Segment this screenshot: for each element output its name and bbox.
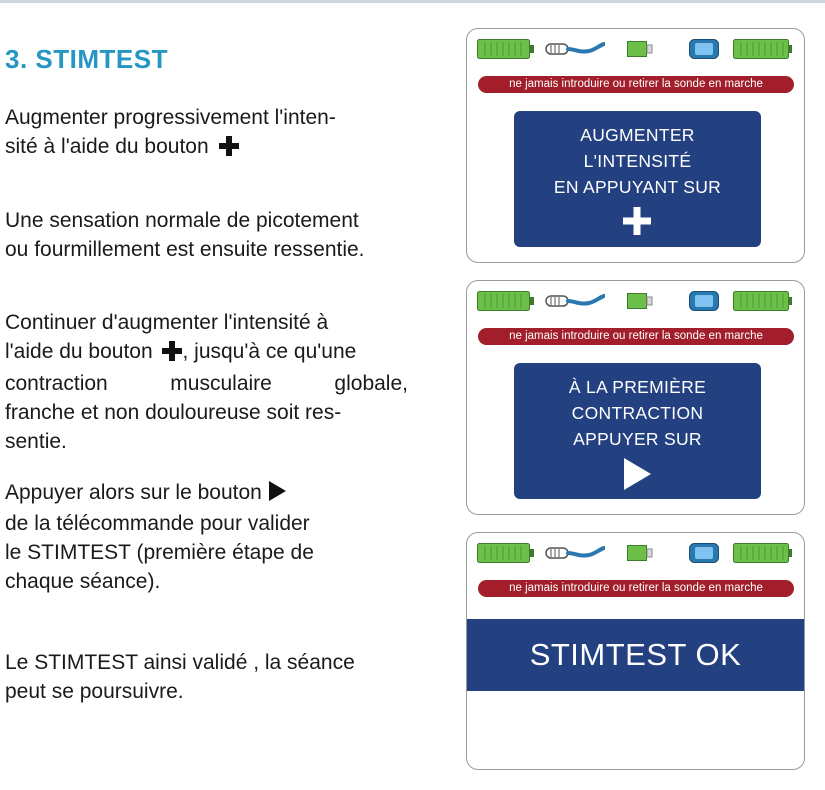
- plus-icon: [621, 205, 653, 237]
- warning-banner: ne jamais introduire ou retirer la sonde en marche: [478, 328, 794, 345]
- instruction-paragraph-2: [5, 206, 408, 264]
- instruction-paragraph-5: [5, 648, 408, 706]
- text-line: peut se poursuivre.: [5, 680, 184, 703]
- text-line: franche et non douloureuse soit res-: [5, 401, 342, 424]
- message-line: CONTRACTION: [571, 403, 704, 423]
- message-line: EN APPUYANT SUR: [553, 177, 722, 197]
- instruction-paragraph-3: [5, 308, 408, 456]
- text-line: , jusqu'à ce qu'une: [182, 340, 357, 363]
- text-line: contraction musculaire globale,: [5, 372, 408, 395]
- section-title: 3. STIMTEST: [5, 44, 168, 74]
- text-line: ou fourmillement est ensuite ressentie.: [5, 238, 365, 261]
- battery-icon: [477, 39, 535, 59]
- message-line: L'INTENSITÉ: [583, 151, 692, 171]
- stimtest-ok-banner: STIMTEST OK: [467, 619, 804, 691]
- status-icon-row: [467, 281, 804, 321]
- message-line: À LA PREMIÈRE: [568, 377, 707, 397]
- text-line: Augmenter progressivement l'inten-: [5, 106, 336, 129]
- play-icon: [621, 457, 653, 491]
- battery-icon: [733, 291, 793, 311]
- instruction-paragraph-4: [5, 478, 408, 596]
- probe-icon: [545, 41, 605, 57]
- battery-icon: [733, 543, 793, 563]
- text-line: Continuer d'augmenter l'intensité à: [5, 311, 329, 334]
- battery-icon: [477, 543, 535, 563]
- remote-icon: [689, 39, 719, 59]
- instruction-paragraph-1: [5, 103, 408, 164]
- probe-icon: [545, 545, 605, 561]
- text-line: de la télécommande pour valider: [5, 512, 310, 535]
- device-screen-step-3: [466, 532, 805, 770]
- signal-square-icon: [627, 41, 653, 57]
- status-icon-row: [467, 29, 804, 69]
- status-icon-row: [467, 533, 804, 573]
- top-border-line: [0, 0, 825, 3]
- remote-icon: [689, 543, 719, 563]
- signal-square-icon: [627, 293, 653, 309]
- text-line: sité à l'aide du bouton: [5, 135, 209, 158]
- text-line: Appuyer alors sur le bouton: [5, 481, 262, 504]
- remote-icon: [689, 291, 719, 311]
- plus-icon: [162, 340, 182, 369]
- text-line: chaque séance).: [5, 570, 161, 593]
- warning-banner: ne jamais introduire ou retirer la sonde en marche: [478, 580, 794, 597]
- text-line: le STIMTEST (première étape de: [5, 541, 314, 564]
- message-line: AUGMENTER: [580, 125, 695, 145]
- text-line: Le STIMTEST ainsi validé , la séance: [5, 651, 355, 674]
- text-line: l'aide du bouton: [5, 340, 153, 363]
- battery-icon: [733, 39, 793, 59]
- plus-icon: [219, 135, 239, 164]
- instruction-message-box: [514, 111, 761, 247]
- message-line: APPUYER SUR: [573, 429, 702, 449]
- probe-icon: [545, 293, 605, 309]
- text-line: sentie.: [5, 430, 67, 453]
- play-icon: [268, 480, 286, 509]
- device-screen-step-1: [466, 28, 805, 263]
- warning-banner: ne jamais introduire ou retirer la sonde en marche: [478, 76, 794, 93]
- text-line: Une sensation normale de picotement: [5, 209, 359, 232]
- battery-icon: [477, 291, 535, 311]
- device-screen-step-2: [466, 280, 805, 515]
- instruction-message-box: [514, 363, 761, 499]
- signal-square-icon: [627, 545, 653, 561]
